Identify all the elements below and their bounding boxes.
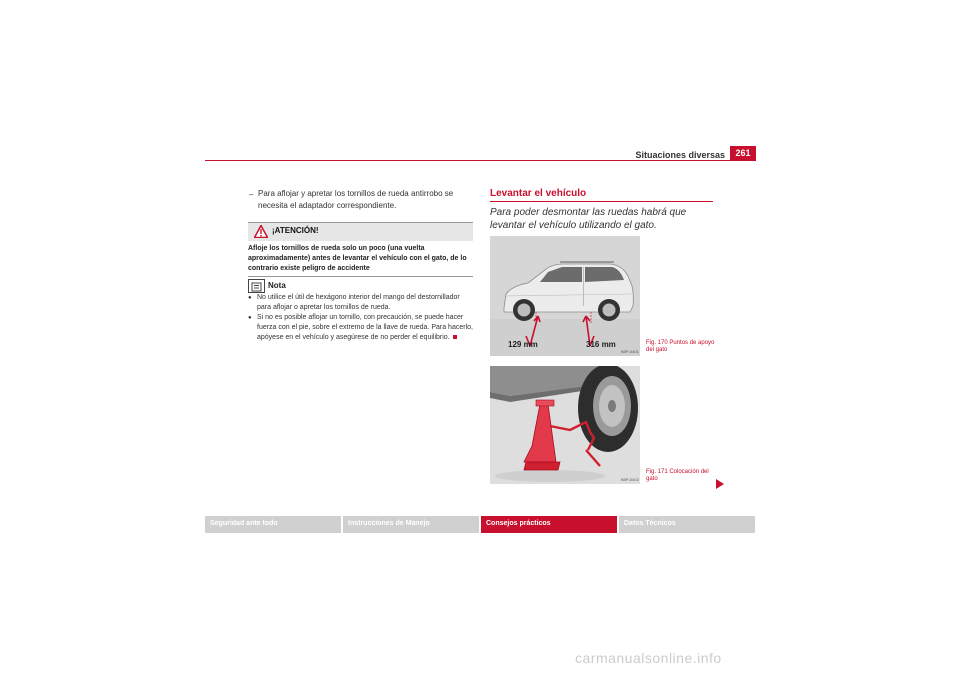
car-side-illustration xyxy=(490,236,640,356)
figure-caption: Fig. 171 Colocación del gato xyxy=(646,469,709,482)
warning-triangle-icon xyxy=(254,225,268,238)
nota-title: Nota xyxy=(268,281,286,290)
footer-tab-instrucciones[interactable]: Instrucciones de Manejo xyxy=(343,516,479,533)
figure-caption: Fig. 170 Puntos de apoyo del gato xyxy=(646,340,715,353)
running-header-title: Situaciones diversas xyxy=(635,150,725,160)
warning-text: Afloje los tornillos de rueda solo un poco (una vuelta aproximadamente) antes de levantar el vehículo con el gato, de lo contrario existe peligro de accidente xyxy=(248,245,467,272)
header-rule xyxy=(205,160,756,161)
footer-tab-seguridad[interactable]: Seguridad ante todo xyxy=(205,516,341,533)
warning-title: ¡ATENCIÓN! xyxy=(272,226,319,235)
instruction-text: Para aflojar y apretar los tornillos de rueda antirrobo se necesita el adaptador correspondiente. xyxy=(258,189,454,210)
figure-jack-points xyxy=(490,236,640,356)
nota-item: ● No utilice el útil de hexágono interior del mango del destornillador para aflojar o apretar los tornillos de rueda. xyxy=(248,293,473,313)
dimension-label-left: 129 mm xyxy=(508,340,538,349)
page-number: 261 xyxy=(730,146,756,161)
footer-tab-consejos[interactable]: Consejos prácticos xyxy=(481,516,617,533)
section-intro: Para poder desmontar las ruedas habrá que levantar el vehículo utilizando el gato. xyxy=(490,207,687,231)
nota-item: ● Si no es posible aflojar un tornillo, con precaución, se puede hacer fuerza con el pie, sobre el extremo de la llave de rueda. Para hacerlo, apóyese en el vehículo y asegúrese de no perder el equilibrio. xyxy=(248,313,473,343)
nota-header xyxy=(248,279,308,293)
section-rule xyxy=(490,201,713,202)
figure-code: B5P-0402 xyxy=(621,477,639,482)
figure-jack-placement xyxy=(490,366,640,484)
dimension-label-right: 316 mm xyxy=(586,340,616,349)
continue-arrow-icon xyxy=(716,479,724,489)
figure-code: B5P-0401 xyxy=(621,349,639,354)
nota-list xyxy=(248,293,473,343)
warning-box xyxy=(248,222,473,277)
section-title: Levantar el vehículo xyxy=(490,188,587,199)
end-marker xyxy=(453,335,457,339)
footer-tab-datos[interactable]: Datos Técnicos xyxy=(619,516,755,533)
watermark: carmanualsonline.info xyxy=(575,650,722,666)
jack-illustration xyxy=(490,366,640,484)
warning-rule xyxy=(248,276,473,277)
note-icon xyxy=(248,279,265,293)
warning-header xyxy=(248,222,473,241)
bullet-dash: – xyxy=(249,190,254,199)
